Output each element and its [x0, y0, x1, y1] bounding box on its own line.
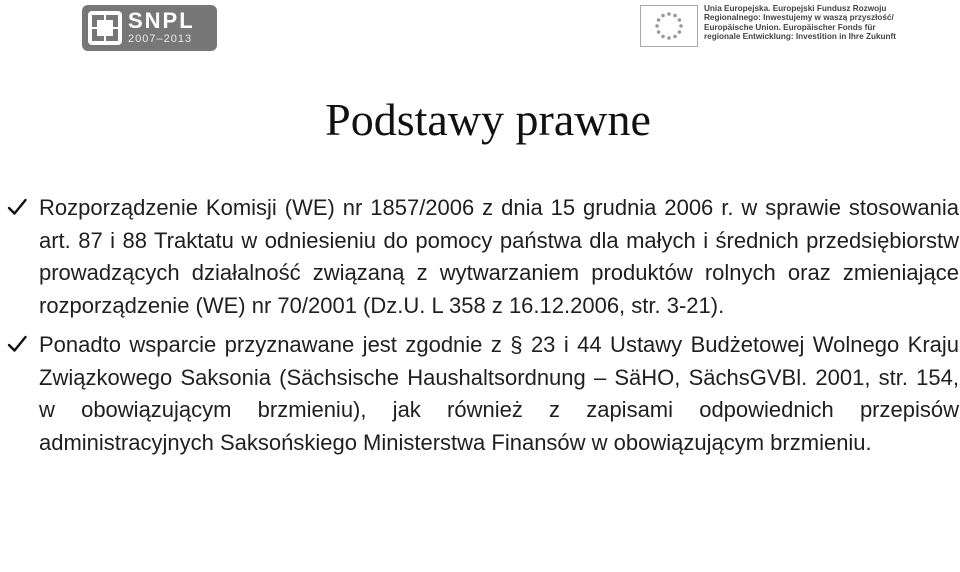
bullet-item	[0, 192, 959, 322]
eu-flag-icon	[640, 5, 698, 47]
snpl-logo	[82, 5, 217, 51]
snpl-logo-years: 2007–2013	[128, 33, 193, 45]
bullet-text: Ponadto wsparcie przyznawane jest zgodnie z § 23 i 44 Ustawy Budżetowej Wolnego Kraju Związkowego Saksonia (Sächsische Haushaltsordnung – SäHO, SächsGVBl. 2001, str. 154, w obowiązującym brzmieniu), jak również z zapisami odpowiednich przepisów administracyjnych Saksońskiego Ministerstwa Finansów w obowiązującym brzmieniu.	[39, 332, 959, 455]
checkmark-icon	[6, 333, 28, 355]
bullet-list	[0, 192, 960, 466]
eu-fund-text	[704, 4, 944, 42]
eu-fund-line: Unia Europejska. Europejski Fundusz Rozwoju	[704, 4, 887, 13]
snpl-logo-mark-icon	[88, 11, 122, 45]
slide-title: Podstawy prawne	[325, 94, 651, 145]
eu-fund-line: Europäische Union. Europäischer Fonds für	[704, 22, 876, 32]
checkmark-icon	[6, 196, 28, 218]
eu-fund-logo	[640, 4, 940, 52]
bullet-item	[0, 329, 959, 459]
eu-fund-line: regionale Entwicklung: Investition in Ihre Zukunft	[704, 32, 896, 42]
snpl-logo-name: SNPL	[128, 8, 195, 33]
bullet-text: Rozporządzenie Komisji (WE) nr 1857/2006 z dnia 15 grudnia 2006 r. w sprawie stosowania art. 87 i 88 Traktatu w odniesieniu do pomocy państwa dla małych i średnich przedsiębiorstw prowadzących działalność związaną z wytwarzaniem produktów rolnych oraz zmieniające rozporządzenie (WE) nr 70/2001 (Dz.U. L 358 z 16.12.2006, str. 3-21).	[39, 195, 959, 318]
eu-fund-line: Regionalnego: Inwestujemy w waszą przyszłość/	[704, 13, 894, 23]
